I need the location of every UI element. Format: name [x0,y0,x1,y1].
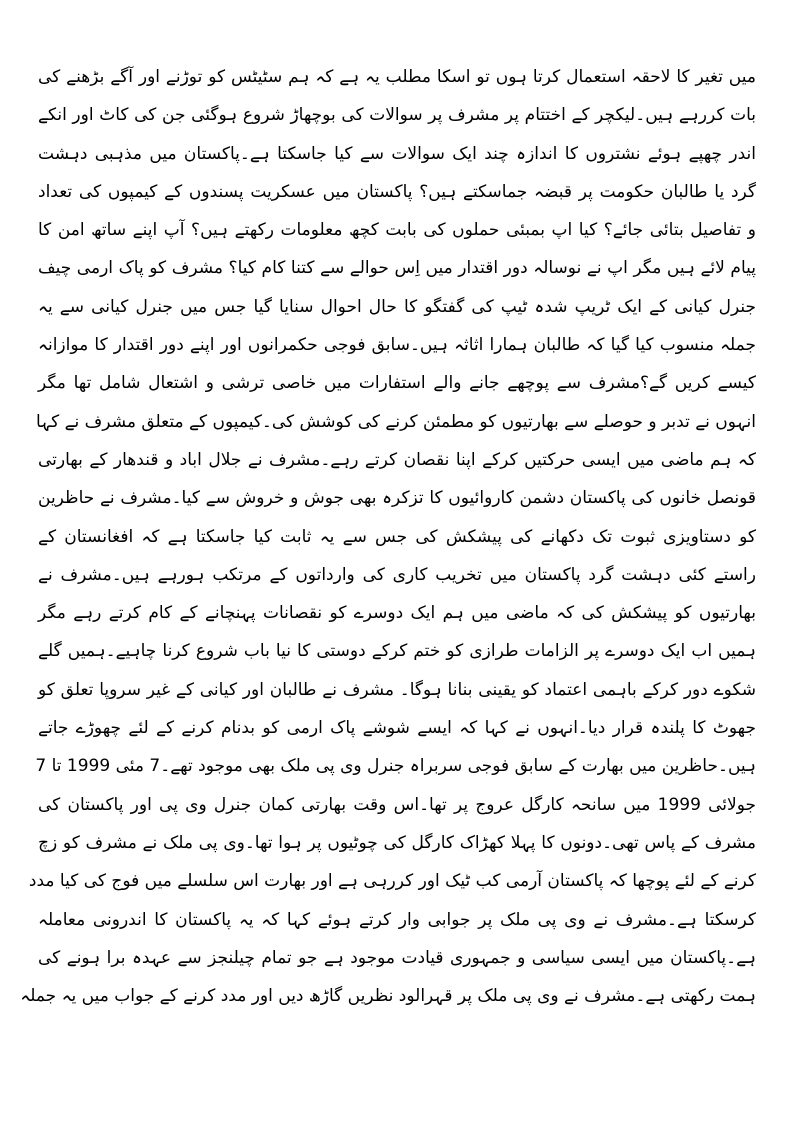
text-line-17: شکوے دور کرکے باہمی اعتماد کو یقینی بنانا ہوگا۔ مشرف نے طالبان اور کیانی کے غیر سروپا تعلق کو [38,679,756,700]
text-line-13: کو دستاویزی ثبوت تک دکھانے کی پیشکش کی جس سے یہ ثابت کیا جاسکتا ہے کہ افغانستان کے [38,526,756,547]
text-line-16: ہمیں اب ایک دوسرے پر الزامات طرازی کو ختم کرکے دوستی کا نیا باب شروع کرنا چاہیے۔ہمیں گلے [38,641,756,662]
text-line-12: قونصل خانوں کی پاکستان دشمن کاروائیوں کا تزکرہ بھی جوش و خروش سے کیا۔مشرف نے حاظرین [38,488,756,509]
text-line-20: جولائی 1999 میں سانحہ کارگل عروج پر تھا۔اس وقت بھارتی کمان جنرل وی پی اور پاکستان کی [38,794,756,815]
text-line-7: جنرل کیانی کے ایک ٹریپ شدہ ٹیپ کی گفتگو کا حال احوال سنایا گیا جس میں جنرل کیانی سے یہ [38,296,756,317]
text-line-8: جملہ منسوب کیا گیا کہ طالبان ہمارا اثاثہ ہیں۔سابق فوجی حکمرانوں اور اپنے دور اقتدار کا موازانہ [38,335,756,356]
text-line-4: گرد یا طالبان حکومت پر قبضہ جماسکتے ہیں؟ پاکستان میں عسکریت پسندوں کے کیمپوں کی تعداد [38,181,756,202]
text-line-22: کرنے کے لئے پوچھا کہ پاکستان آرمی کب ٹیک اور کررہی ہے اور بھارت اس سلسلے میں فوج کی کیا مدد [28,871,756,892]
text-line-1: میں تغیر کا لاحقہ استعمال کرتا ہوں تو اسکا مطلب یہ ہے کہ ہم سٹیٹس کو توڑنے اور آگے بڑھنے کی [38,67,756,87]
text-line-2: بات کررہے ہیں۔لیکچر کے اختتام پر مشرف پر سوالات کی بوچھاڑ شروع ہوگئی جن کی کاٹ اور انکے [38,105,756,126]
text-line-24: ہے۔پاکستان میں ایسی سیاسی و جمہوری قیادت موجود ہے جو تمام چیلنجز سے عہدہ برا ہونے کی [38,947,756,968]
text-line-5: و تفاصیل بتائی جائے؟ کیا اپ بمبئی حملوں کی بابت کچھ معلومات رکھتے ہیں؟ آپ اپنے ساتھ امن کا [38,220,756,241]
text-line-23: کرسکتا ہے۔مشرف نے وی پی ملک پر جوابی وار کرتے ہوئے کہا کہ یہ پاکستان کا اندرونی معاملہ [38,909,756,930]
text-line-11: کہ ہم ماضی میں ایسی حرکتیں کرکے اپنا نقصان کرتے رہے۔مشرف نے جلال اباد و قندھار کے بھارتی [38,449,756,470]
text-line-14: راستے کئی دہشت گرد پاکستان میں تخریب کاری کی وارداتوں کے مرتکب ہورہے ہیں۔مشرف نے [38,564,756,585]
text-line-15: بھارتیوں کو پیشکش کی کہ ماضی میں ہم ایک دوسرے کو نقصانات پہنچانے کے کام کرتے رہے مگر [38,603,756,624]
text-line-6: پیام لائے ہیں مگر اپ نے نوسالہ دور اقتدار میں اِس حوالے سے کتنا کام کیا؟ مشرف کو پاک ارمی چیف [38,258,756,279]
text-line-9: کیسے کریں گے؟مشرف سے پوچھے جانے والے استفارات میں خاصی ترشی و اشتعال شامل تھا مگر [38,373,756,394]
urdu-text-body [20,58,756,1015]
text-line-25: ہمت رکھتی ہے۔مشرف نے وی پی ملک پر قہرالود نظریں گاڑھ دیں اور مدد کرنے کے جواب میں یہ جملہ [20,986,756,1007]
text-line-18: جھوٹ کا پلندہ قرار دیا۔انہوں نے کہا کہ ایسے شوشے پاک ارمی کو بدنام کرنے کے لئے چھوڑے جاتے [38,718,756,739]
text-line-3: اندر چھپے ہوئے نشتروں کا اندازہ چند ایک سوالات سے کیا جاسکتا ہے۔پاکستان میں مذہبی دہشت [38,143,756,164]
text-line-10: انہوں نے تدبر و حوصلے سے بھارتیوں کو مطمئن کرنے کی کوشش کی۔کیمپوں کے متعلق مشرف نے کہا [35,411,756,432]
text-line-21: مشرف کے پاس تھی۔دونوں کا پہلا کھڑاک کارگل کی چوٹیوں پر ہوا تھا۔وی پی ملک نے مشرف کو زچ [38,832,756,853]
text-line-19: ہیں۔حاظرین میں بھارت کے سابق فوجی سربراہ جنرل وی پی ملک بھی موجود تھے۔7 مئی 1999 تا 7 [35,756,756,777]
